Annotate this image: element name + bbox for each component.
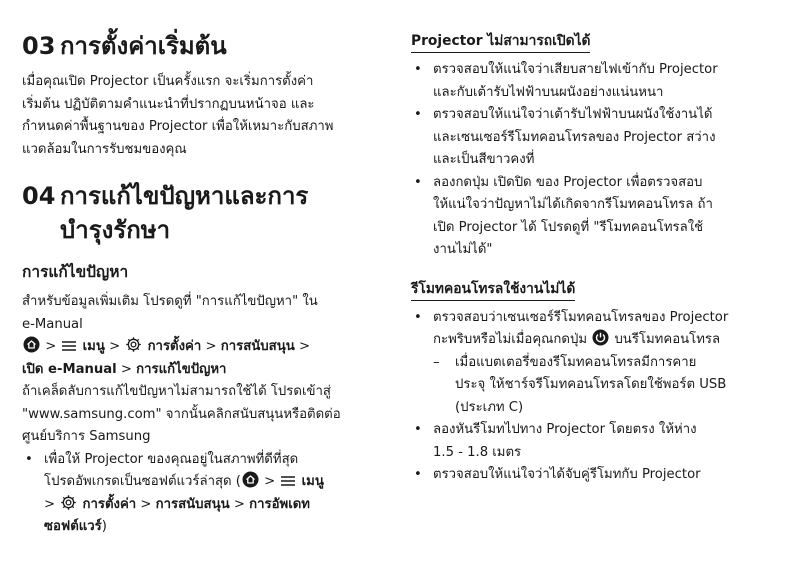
section-04-heading — [22, 179, 392, 247]
home-icon — [242, 471, 259, 488]
tip-list — [22, 449, 392, 539]
list-item: • ลองกดปุ่ม เปิดปิด ของ Projector เพื่อตรวจสอบ ให้แน่ใจว่าปัญหาไม่ได้เกิดจากรีโมทคอนโทรล ถ้า เปิด Projector ได้ โปรดดูที่ "รีโมทคอนโทรลใช้ งานไม่ได้" — [411, 172, 771, 262]
gear-icon — [125, 336, 142, 353]
list-item: • ตรวจสอบให้แน่ใจว่าเต้ารับไฟฟ้าบนผนังใช้งานได้ และเซนเซอร์รีโมทคอนโทรลของ Projector สว่าง และเป็นสีขาวคงที่ — [411, 104, 771, 172]
troubleshooting-intro: สำหรับข้อมูลเพิ่มเติม โปรดดูที่ "การแก้ไขปัญหา" ใน e-Manual — [22, 294, 318, 332]
list-item: • ตรวจสอบให้แน่ใจว่าได้จับคู่รีโมทกับ Projector — [411, 464, 771, 487]
left-column — [22, 0, 392, 539]
list-item: • ลองหันรีโมทไปทาง Projector โดยตรง ให้ห่าง 1.5 - 1.8 เมตร — [411, 419, 771, 464]
list-item: • ตรวจสอบว่าเซนเซอร์รีโมทคอนโทรลของ Projector กะพริบหรือไม่เมื่อคุณกดปุ่ม บนรีโมทคอนโทรล — [411, 307, 771, 352]
remote-not-working-heading: รีโมทคอนโทรลใช้งานไม่ได้ — [411, 279, 575, 301]
menu-icon — [61, 339, 77, 353]
section-title: การตั้งค่าเริ่มต้น — [60, 32, 227, 60]
menu-icon — [280, 474, 296, 488]
gear-icon — [60, 494, 77, 511]
right-column — [411, 0, 771, 487]
section-03-heading — [22, 31, 392, 61]
setup-paragraph: เมื่อคุณเปิด Projector เป็นครั้งแรก จะเริ่มการตั้งค่า เริ่มต้น ปฏิบัติตามคำแนะนำที่ปรากฏบนหน้าจอ และ กำหนดค่าพื้นฐานของ Projector เพื่อให้เหมาะกับสภาพ แวดล้อมในการรับชมของคุณ — [22, 74, 334, 157]
list-item: • เพื่อให้ Projector ของคุณอยู่ในสภาพที่ดีที่สุด โปรดอัพเกรดเป็นซอฟต์แวร์ล่าสุด ( > เมนู > การตั้งค่า > การสนับสนุน > การอัพเดท ซอฟต์แวร์) — [22, 449, 392, 539]
power-icon — [592, 329, 609, 346]
projector-wont-turn-on-heading: Projector ไม่สามารถเปิดได้ — [411, 31, 590, 53]
list-sub-item: – เมื่อแบตเตอรี่ของรีโมทคอนโทรลมีการคาย ประจุ ให้ชาร์จรีโมทคอนโทรลโดยใช้พอร์ต USB (ประเภท C) — [433, 354, 727, 415]
list-item: • ตรวจสอบให้แน่ใจว่าเสียบสายไฟเข้ากับ Projector และกับเต้ารับไฟฟ้าบนผนังอย่างแน่นหนา — [411, 59, 771, 104]
remote-checklist — [411, 307, 771, 487]
section-number: 04 — [22, 182, 56, 210]
menu-path: > เมนู > การตั้งค่า > การสนับสนุน > เปิด e-Manual > การแก้ไขปัญหา — [22, 336, 392, 381]
section-number: 03 — [22, 32, 56, 60]
section-title: การแก้ไขปัญหาและการ บำรุงรักษา — [60, 182, 309, 244]
tip-paragraph: ถ้าเคล็ดลับการแก้ไขปัญหาไม่สามารถใช้ได้ โปรดเข้าสู่ "www.samsung.com" จากนั้นคลิกสนับสนุนหรือติดต่อ ศูนย์บริการ Samsung — [22, 384, 341, 444]
home-icon — [23, 336, 40, 353]
troubleshooting-subheading: การแก้ไขปัญหา — [22, 263, 129, 281]
projector-checklist — [411, 59, 771, 262]
